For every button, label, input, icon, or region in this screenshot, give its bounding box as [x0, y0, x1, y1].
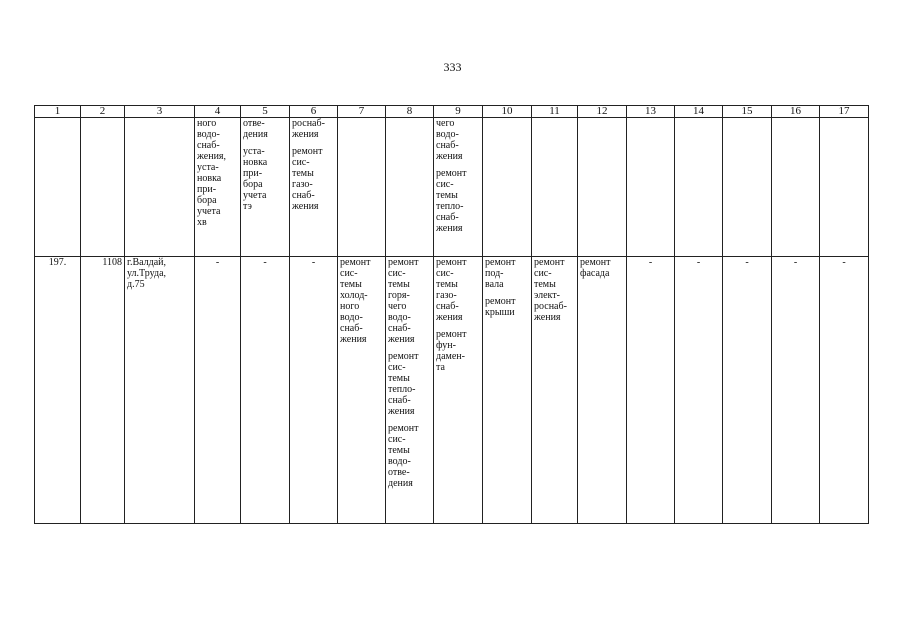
work-entry: ремонт сис- темы газо- снаб- жения	[436, 257, 467, 323]
cell-c17: -	[820, 257, 869, 524]
works-table	[34, 105, 869, 524]
col-header-3: 3	[125, 106, 195, 118]
building-code: 1108	[81, 257, 125, 524]
col-header-12: 12	[578, 106, 627, 118]
work-entry: чего водо- снаб- жения	[436, 118, 463, 162]
address: г.Валдай, ул.Труда, д.75	[127, 257, 167, 290]
cell	[125, 118, 195, 257]
work-entry: ремонт сис- темы газо- снаб- жения	[292, 146, 323, 212]
address-cell	[125, 257, 195, 524]
cell-c14: -	[675, 257, 723, 524]
cell-c8	[386, 257, 434, 524]
col-header-16: 16	[772, 106, 820, 118]
cell	[338, 118, 386, 257]
cell	[772, 118, 820, 257]
col-header-14: 14	[675, 106, 723, 118]
col-header-8: 8	[386, 106, 434, 118]
cell	[290, 118, 338, 257]
work-entry: ремонт сис- темы холод- ного водо- снаб- жения	[340, 257, 371, 345]
cell-c10	[483, 257, 532, 524]
col-header-4: 4	[195, 106, 241, 118]
col-header-6: 6	[290, 106, 338, 118]
table-row	[35, 257, 869, 524]
work-entry: ремонт под- вала	[485, 257, 516, 290]
cell	[483, 118, 532, 257]
page-number: 333	[443, 60, 462, 74]
continuation-row	[35, 118, 869, 257]
col-header-2: 2	[81, 106, 125, 118]
cell	[578, 118, 627, 257]
work-entry: ремонт сис- темы элект- роснаб- жения	[534, 257, 567, 323]
cell-c16: -	[772, 257, 820, 524]
cell	[241, 118, 290, 257]
cell-c6: -	[290, 257, 338, 524]
cell	[532, 118, 578, 257]
cell-c15: -	[723, 257, 772, 524]
col-header-9: 9	[434, 106, 483, 118]
cell-c4: -	[195, 257, 241, 524]
cell	[675, 118, 723, 257]
col-header-11: 11	[532, 106, 578, 118]
cell	[723, 118, 772, 257]
column-number-row	[35, 106, 869, 118]
work-entry: ремонт сис- темы тепло- снаб- жения	[388, 351, 419, 417]
work-entry: ремонт сис- темы водо- отве- дения	[388, 423, 419, 489]
work-entry: ремонт фасада	[580, 257, 611, 279]
cell	[820, 118, 869, 257]
work-entry: ремонт сис- темы тепло- снаб- жения	[436, 168, 467, 234]
work-entry: ного водо- снаб- жения, уста- новка при- бора учета хв	[197, 118, 227, 228]
col-header-13: 13	[627, 106, 675, 118]
cell	[195, 118, 241, 257]
work-entry: ремонт фун- дамен- та	[436, 329, 467, 373]
work-entry: ремонт крыши	[485, 296, 516, 318]
cell-c11	[532, 257, 578, 524]
cell-c5: -	[241, 257, 290, 524]
col-header-15: 15	[723, 106, 772, 118]
col-header-17: 17	[820, 106, 869, 118]
col-header-5: 5	[241, 106, 290, 118]
col-header-10: 10	[483, 106, 532, 118]
work-entry: ремонт сис- темы горя- чего водо- снаб- жения	[388, 257, 419, 345]
cell-c9	[434, 257, 483, 524]
work-entry: роснаб- жения	[292, 118, 325, 140]
cell-c12	[578, 257, 627, 524]
cell	[35, 118, 81, 257]
cell	[386, 118, 434, 257]
cell	[434, 118, 483, 257]
row-number: 197.	[35, 257, 81, 524]
cell-c13: -	[627, 257, 675, 524]
col-header-7: 7	[338, 106, 386, 118]
cell-c7	[338, 257, 386, 524]
work-entry: отве- дения	[243, 118, 268, 140]
work-entry: уста- новка при- бора учета тэ	[243, 146, 268, 212]
cell	[81, 118, 125, 257]
col-header-1: 1	[35, 106, 81, 118]
cell	[627, 118, 675, 257]
